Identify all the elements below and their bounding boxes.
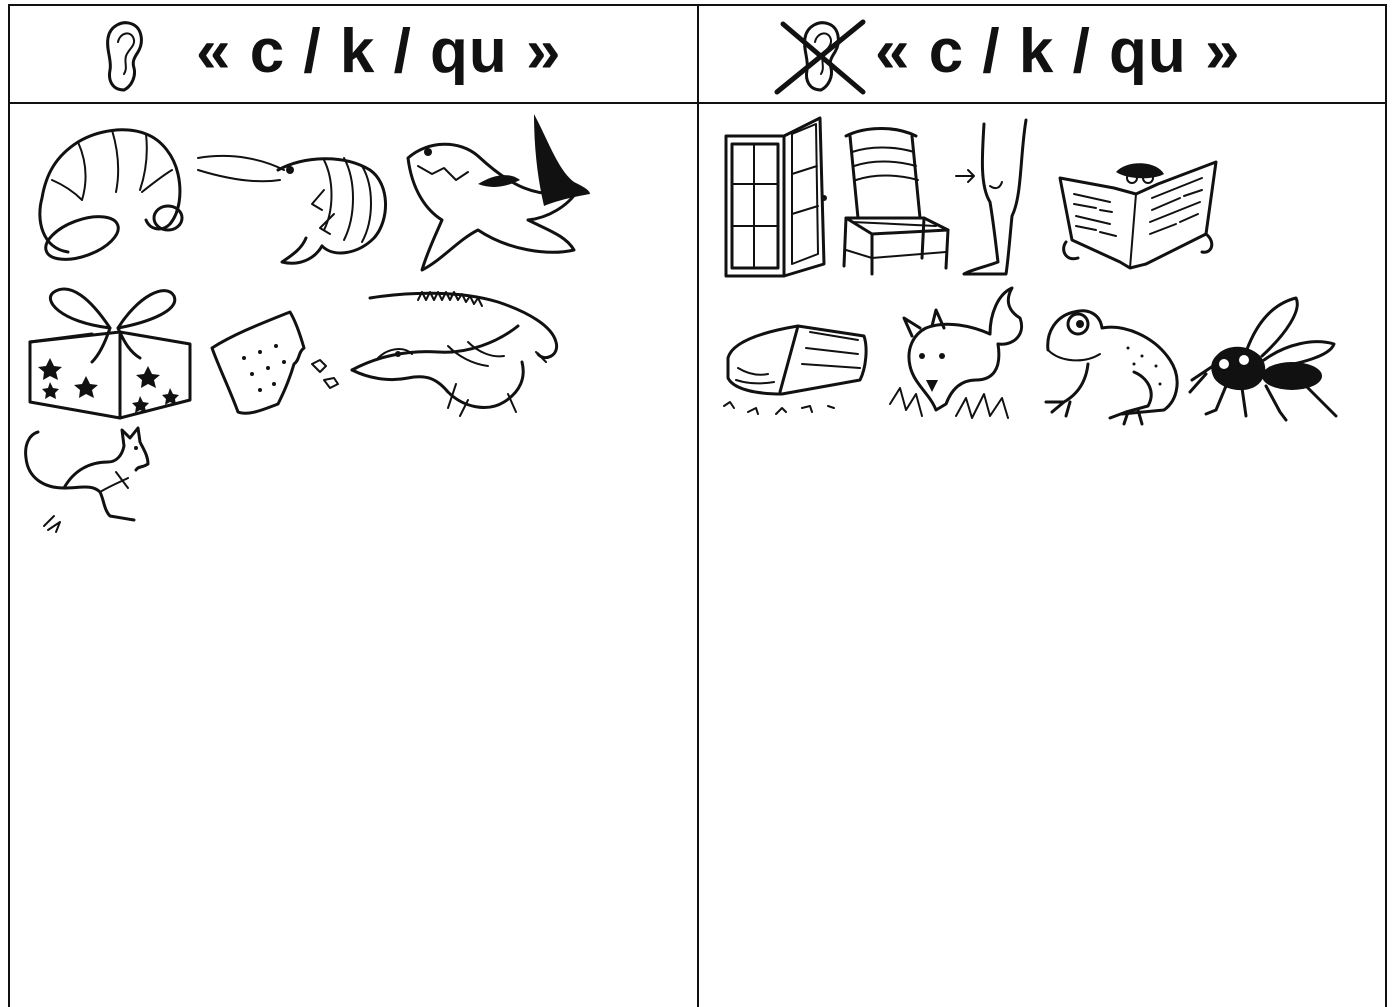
header-divider [10, 102, 1385, 104]
shrimp-picture [194, 130, 394, 274]
croissant-picture [22, 120, 186, 260]
column-divider [697, 6, 699, 1007]
frog-picture [1038, 302, 1186, 426]
crocodile-picture [348, 282, 568, 418]
sorting-table [8, 4, 1387, 1007]
left-column-header [10, 6, 697, 102]
window-picture [722, 114, 832, 280]
leg-picture [950, 116, 1034, 280]
gift-picture [20, 278, 196, 424]
eraser-picture [718, 318, 870, 426]
kangaroo-picture [20, 422, 160, 536]
chair-picture [836, 122, 952, 278]
ear-icon [102, 20, 146, 92]
newspaper-picture [1056, 154, 1224, 278]
fly-picture [1186, 294, 1342, 424]
right-column-title: « c / k / qu » [875, 17, 1241, 86]
shark-picture [398, 110, 598, 276]
biscuit-picture [204, 308, 346, 420]
crossed-ear-icon [775, 18, 867, 96]
left-column-title: « c / k / qu » [196, 17, 562, 86]
right-column-header [699, 6, 1385, 102]
fox-picture [886, 284, 1032, 424]
